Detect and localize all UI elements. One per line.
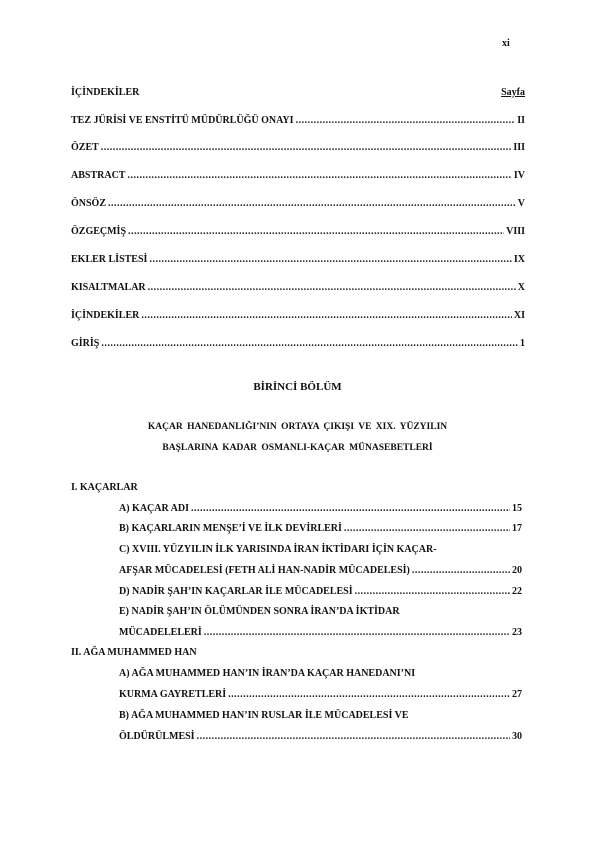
toc-entry-kacar-afsar-line1[interactable]: C) XVIII. YÜZYILIN İLK YARISINDA İRAN İKTİDARI İÇİN KAÇAR-	[119, 544, 437, 555]
toc-entry-kacar-adi[interactable]: A) KAÇAR ADI ..... 15	[119, 503, 522, 514]
toc-entry-ekler-listesi[interactable]: EKLER LİSTESİ ..... IX	[71, 254, 525, 265]
toc-entry-icindekiler[interactable]: İÇİNDEKİLER ..... XI	[71, 310, 525, 321]
toc-heading: İÇİNDEKİLER	[71, 87, 140, 98]
toc-entry-ruslar-mucadele-line1[interactable]: B) AĞA MUHAMMED HAN’IN RUSLAR İLE MÜCADELESİ VE	[119, 710, 409, 721]
toc-entry-onsoz[interactable]: ÖNSÖZ ..... V	[71, 198, 525, 209]
page-column-label: Sayfa	[501, 87, 525, 98]
toc-entry-iktidar-mucadeleleri-line1[interactable]: E) NADİR ŞAH’IN ÖLÜMÜNDEN SONRA İRAN’DA İKTİDAR	[119, 606, 400, 617]
toc-entry-kisaltmalar[interactable]: KISALTMALAR ..... X	[71, 282, 525, 293]
toc-entry-kacarlarin-mense[interactable]: B) KAÇARLARIN MENŞE’İ VE İLK DEVİRLERİ ..... 17	[119, 523, 522, 534]
toc-entry-jury-approval[interactable]: TEZ JÜRİSİ VE ENSTİTÜ MÜDÜRLÜĞÜ ONAYI ..... II	[71, 115, 525, 126]
toc-entry-nadir-sah-kacarlar[interactable]: D) NADİR ŞAH’IN KAÇARLAR İLE MÜCADELESİ ..... 22	[119, 586, 522, 597]
section-kacarlar: I. KAÇARLAR	[71, 482, 138, 493]
chapter-subtitle-line1: KAÇAR HANEDANLIĞI’NIN ORTAYA ÇIKIŞI VE XIX. YÜZYILIN	[147, 422, 448, 432]
toc-entry-kacar-afsar-line2[interactable]: AFŞAR MÜCADELESİ (FETH ALİ HAN-NADİR MÜCADELESİ) ..... 20	[119, 565, 522, 576]
chapter-subtitle-line2: BAŞLARINA KADAR OSMANLI-KAÇAR MÜNASEBETLERİ	[162, 443, 433, 453]
toc-entry-ruslar-mucadele-line2[interactable]: ÖLDÜRÜLMESİ ..... 30	[119, 731, 522, 742]
toc-entry-iktidar-mucadeleleri-line2[interactable]: MÜCADELELERİ ..... 23	[119, 627, 522, 638]
toc-header	[71, 87, 525, 98]
toc-entry-ozet[interactable]: ÖZET ..... III	[71, 142, 525, 153]
toc-entry-ozgecmis[interactable]: ÖZGEÇMİŞ ..... VIII	[71, 226, 525, 237]
toc-entry-hanedan-kurma-line2[interactable]: KURMA GAYRETLERİ ..... 27	[119, 689, 522, 700]
chapter-title: BİRİNCİ BÖLÜM	[253, 381, 342, 393]
page-number: xi	[502, 38, 510, 49]
toc-entry-abstract[interactable]: ABSTRACT ..... IV	[71, 170, 525, 181]
section-aga-muhammed-han: II. AĞA MUHAMMED HAN	[71, 647, 197, 658]
toc-entry-giris[interactable]: GİRİŞ ..... 1	[71, 338, 525, 349]
toc-entry-hanedan-kurma-line1[interactable]: A) AĞA MUHAMMED HAN’IN İRAN’DA KAÇAR HANEDANI’NI	[119, 668, 416, 679]
